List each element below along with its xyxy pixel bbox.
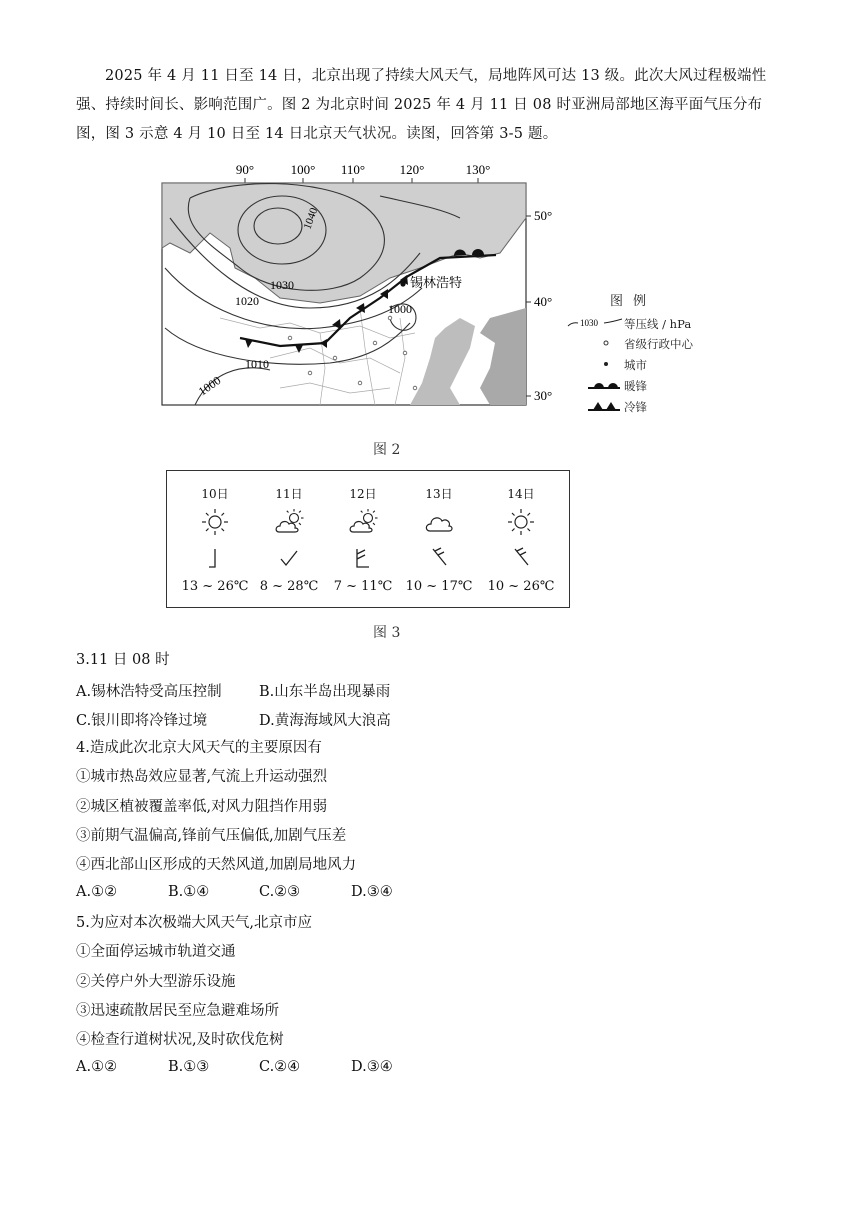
sun-icon [199,507,231,537]
legend-cold-front: 冷锋 [566,399,624,415]
legend-isobar: 1030 等压线 / hPa [566,316,624,332]
city-xilinhot-dot [400,281,405,286]
isobar-sample-icon [566,316,624,330]
q4-option-c[interactable]: C.②③ [259,884,301,900]
legend-capital: 省级行政中心 [566,336,624,352]
day-temp: 10 ~ 17℃ [405,579,473,594]
isobar-label-1010: 1010 [245,357,269,371]
isobar-label-1030: 1030 [270,278,294,292]
cloud-icon [423,507,455,537]
weather-day-14 [481,485,561,594]
isobar-label-1000-west: 1000 [195,373,224,399]
partly-cloudy-icon [347,507,379,537]
day-temp: 10 ~ 26℃ [487,579,555,594]
isobar-label-1000: 1000 [388,302,412,316]
q4-option-d[interactable]: D.③④ [351,884,393,900]
day-date: 12日 [349,487,377,501]
capital-icon [566,336,624,350]
weather-day-11 [249,485,329,594]
wind-barb-icon [279,547,299,569]
pressure-map [160,158,570,428]
wind-barb-icon [429,547,449,569]
day-temp: 7 ~ 11℃ [333,579,393,594]
city-icon [566,357,624,371]
q3-option-b[interactable]: B.山东半岛出现暴雨 [259,684,391,700]
warm-front-icon [566,378,624,392]
q5-option-c[interactable]: C.②④ [259,1059,301,1075]
day-temp: 8 ~ 28℃ [259,579,319,594]
lon-label-110: 110° [340,162,366,177]
legend-city: 城市 [566,357,624,373]
q3-stem: 3.11 日 08 时 [76,652,170,668]
q4-item-1: ①城市热岛效应显著,气流上升运动强烈 [76,769,328,785]
q5-item-3: ③迅速疏散居民至应急避难场所 [76,1003,279,1019]
q3-option-a[interactable]: A.锡林浩特受高压控制 [76,684,222,700]
intro-paragraph: 2025 年 4 月 11 日至 14 日，北京出现了持续大风天气，局地阵风可达 13 级。此次大风过程极端性强、持续时间长、影响范围广。图 2 为北京时间 2025 年 4 月 11 日 08 时亚洲局部地区海平面气压分布图，图 3 示意 4 月 10 日至 14 日北京天气状况。读图，回答第 3-5 题。 [76,68,767,142]
lon-label-90: 90° [235,162,255,177]
cold-front-icon [566,399,624,413]
day-temp: 13 ~ 26℃ [181,579,249,594]
q3-option-c[interactable]: C.银川即将冷锋过境 [76,713,208,729]
isobar-label-1040: 1040 [301,206,321,232]
isobar-label-1020: 1020 [235,294,259,308]
weather-panel [166,470,570,608]
sun-icon [505,507,537,537]
lon-label-100: 100° [290,162,316,177]
figure2-caption: 图 2 [373,442,401,458]
figure3-caption: 图 3 [373,625,401,641]
svg-text:1030: 1030 [580,318,598,328]
legend-title: 图例 [610,294,657,309]
q5-stem: 5.为应对本次极端大风天气,北京市应 [76,915,312,931]
lon-label-120: 120° [399,162,425,177]
lat-label-50: 50° [534,208,553,223]
lat-label-30: 30° [534,388,553,403]
q3-option-d[interactable]: D.黄海海域风大浪高 [259,713,391,729]
legend-warm-front: 暖锋 [566,378,624,394]
wind-barb-icon [353,547,373,569]
q5-item-2: ②关停户外大型游乐设施 [76,974,236,990]
q4-option-b[interactable]: B.①④ [168,884,210,900]
day-date: 11日 [275,487,303,501]
weather-day-10 [175,485,255,594]
q4-item-4: ④西北部山区形成的天然风道,加剧局地风力 [76,857,357,873]
q4-item-2: ②城区植被覆盖率低,对风力阻挡作用弱 [76,799,328,815]
day-date: 10日 [201,487,229,501]
q5-option-a[interactable]: A.①② [76,1059,118,1075]
q4-option-a[interactable]: A.①② [76,884,118,900]
q4-stem: 4.造成此次北京大风天气的主要原因有 [76,740,322,756]
lat-label-40: 40° [534,294,553,309]
q5-option-d[interactable]: D.③④ [351,1059,393,1075]
lon-label-130: 130° [465,162,491,177]
weather-day-12 [323,485,403,594]
partly-cloudy-icon [273,507,305,537]
q5-option-b[interactable]: B.①③ [168,1059,210,1075]
q5-item-1: ①全面停运城市轨道交通 [76,944,236,960]
wind-barb-icon [205,547,225,569]
day-date: 14日 [507,487,535,501]
day-date: 13日 [425,487,453,501]
q5-item-4: ④检查行道树状况,及时砍伐危树 [76,1032,284,1048]
q4-item-3: ③前期气温偏高,锋前气压偏低,加剧气压差 [76,828,347,844]
wind-barb-icon [511,547,531,569]
weather-day-13 [399,485,479,594]
city-xilinhot-label: 锡林浩特 [410,276,463,291]
